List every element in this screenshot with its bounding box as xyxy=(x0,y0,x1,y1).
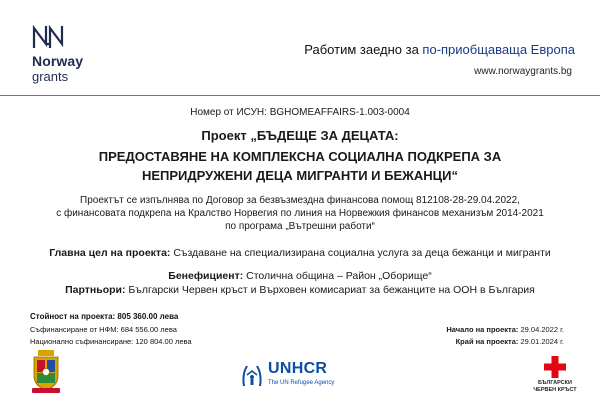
beneficiary xyxy=(0,270,600,282)
red-cross-name xyxy=(530,380,580,393)
project-goal xyxy=(0,247,600,259)
unhcr-name: UNHCR xyxy=(268,360,328,377)
slogan xyxy=(304,42,575,57)
project-title-line-1: Проект „БЪДЕЩЕ ЗА ДЕЦАТА: xyxy=(201,128,399,143)
sofia-municipality-crest-icon xyxy=(30,350,62,394)
goal-value: Създаване на специализирана социална услуга за деца бежанци и мигранти xyxy=(170,247,551,259)
national-cofinancing: Национално съфинансиране: 120 804.00 лева xyxy=(30,337,192,346)
norway-grants-mark-icon xyxy=(32,24,66,50)
unhcr-logo xyxy=(240,358,380,394)
website-link[interactable]: www.norwaygrants.bg xyxy=(474,66,572,77)
header-divider xyxy=(0,95,600,96)
end-value: 29.01.2024 г. xyxy=(518,337,564,346)
description-line-3: по програма „Вътрешни работи“ xyxy=(225,221,375,232)
partners-label: Партньори: xyxy=(65,284,126,296)
description-line-2: с финансовата подкрепа на Кралство Норвегия по линия на Норвежкия финансов механизъм 2014-2021 xyxy=(56,208,544,219)
unhcr-tagline: The UN Refugee Agency xyxy=(268,380,335,386)
isun-number: Номер от ИСУН: BGHOMEAFFAIRS-1.003-0004 xyxy=(190,107,410,118)
partners-value: Български Червен кръст и Върховен комисариат за бежанците на ООН в България xyxy=(125,284,535,296)
start-label: Начало на проекта: xyxy=(446,325,519,334)
project-end xyxy=(456,337,564,346)
unhcr-emblem-icon xyxy=(240,360,264,388)
goal-label: Главна цел на проекта: xyxy=(49,247,171,259)
norway-grants-logo xyxy=(32,24,102,84)
slogan-accent: по-приобщаваща Европа xyxy=(422,42,575,57)
description-line-1: Проектът се изпълнява по Договор за безвъзмездна финансова помощ 812108-28-29.04.2022, xyxy=(80,195,520,206)
logo-norway-text: Norway xyxy=(32,53,84,69)
beneficiary-label: Бенефициент: xyxy=(168,270,244,282)
bulgarian-red-cross-logo xyxy=(530,352,580,398)
logo-grants-text: grants xyxy=(32,69,69,84)
nfm-cofinancing: Съфинансиране от НФМ: 684 556.00 лева xyxy=(30,325,177,334)
project-title-line-2: ПРЕДОСТАВЯНЕ НА КОМПЛЕКСНА СОЦИАЛНА ПОДКРЕПА ЗА xyxy=(98,149,502,164)
red-cross-line-2: ЧЕРВЕН КРЪСТ xyxy=(533,386,577,393)
header xyxy=(0,0,600,95)
project-total-value: Стойност на проекта: 805 360.00 лева xyxy=(30,312,179,321)
red-cross-line-1: БЪЛГАРСКИ xyxy=(538,380,572,386)
project-start xyxy=(446,325,564,334)
partners xyxy=(0,284,600,296)
end-label: Край на проекта: xyxy=(455,337,519,346)
slogan-prefix: Работим заедно за xyxy=(304,42,423,57)
project-title-line-3: НЕПРИДРУЖЕНИ ДЕЦА МИГРАНТИ И БЕЖАНЦИ“ xyxy=(141,168,459,183)
start-value: 29.04.2022 г. xyxy=(518,325,564,334)
red-cross-icon xyxy=(544,356,566,378)
beneficiary-value: Столична община – Район „Оборище“ xyxy=(243,270,432,282)
